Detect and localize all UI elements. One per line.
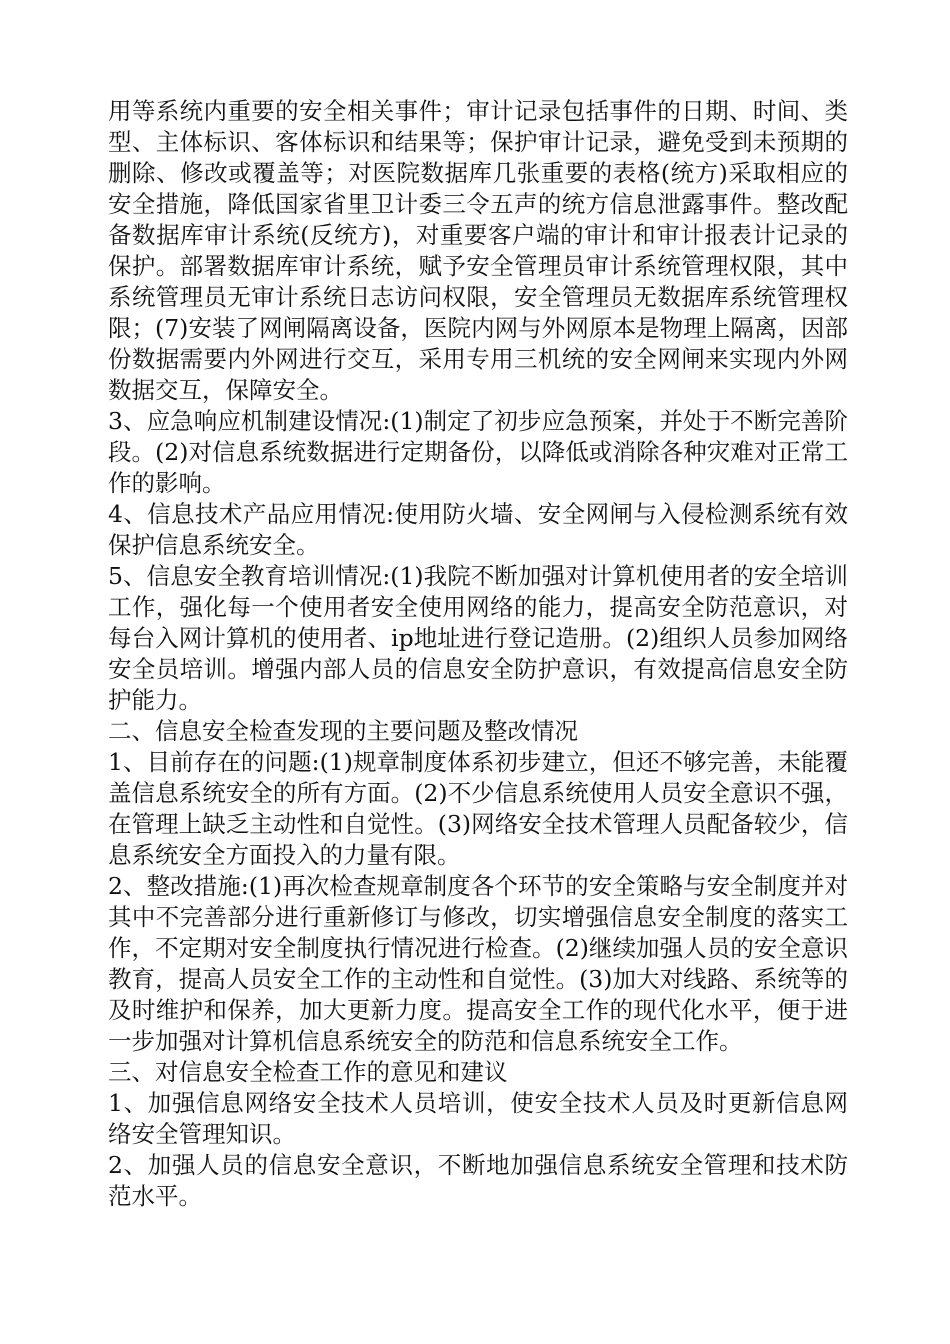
paragraph-rectification: 2、整改措施:(1)再次检查规章制度各个环节的安全策略与安全制度并对其中不完善部分进行重新修订与修改，切实增强信息安全制度的落实工作，不定期对安全制度执行情况进行检查。(2)继续加强人员的安全意识教育，提高人员安全工作的主动性和自觉性。(3)加大对线路、系统等的及时维护和保养，加大更新力度。提高安全工作的现代化水平，便于进一步加强对计算机信息系统安全的防范和信息系统安全工作。 xyxy=(108,872,848,1055)
paragraph-audit-measures: 用等系统内重要的安全相关事件；审计记录包括事件的日期、时间、类型、主体标识、客体标识和结果等；保护审计记录，避免受到未预期的删除、修改或覆盖等；对医院数据库几张重要的表格(统方)采取相应的安全措施，降低国家省里卫计委三令五声的统方信息泄露事件。整改配备数据库审计系统(反统方)，对重要客户端的审计和审计报表计记录的保护。部署数据库审计系统，赋予安全管理员审计系统管理权限，其中系统管理员无审计系统日志访问权限，安全管理员无数据库系统管理权限；(7)安装了网闸隔离设备，医院内网与外网原本是物理上隔离，因部份数据需要内外网进行交互，采用专用三机统的安全网闸来实现内外网数据交互，保障安全。 xyxy=(108,97,848,404)
paragraph-tech-products: 4、信息技术产品应用情况:使用防火墙、安全网闸与入侵检测系统有效保护信息系统安全。 xyxy=(108,500,848,559)
paragraph-suggestion-awareness: 2、加强人员的信息安全意识，不断地加强信息系统安全管理和技术防范水平。 xyxy=(108,1151,848,1210)
section-heading-suggestions: 三、对信息安全检查工作的意见和建议 xyxy=(108,1058,508,1086)
paragraph-suggestion-training: 1、加强信息网络安全技术人员培训，使安全技术人员及时更新信息网络安全管理知识。 xyxy=(108,1089,848,1148)
document-body xyxy=(108,96,848,1212)
paragraph-existing-problems: 1、目前存在的问题:(1)规章制度体系初步建立，但还不够完善，未能覆盖信息系统安全的所有方面。(2)不少信息系统使用人员安全意识不强，在管理上缺乏主动性和自觉性。(3)网络安全技术管理人员配备较少，信息系统安全方面投入的力量有限。 xyxy=(108,748,848,869)
paragraph-emergency-response: 3、应急响应机制建设情况:(1)制定了初步应急预案，并处于不断完善阶段。(2)对信息系统数据进行定期备份，以降低或消除各种灾难对正常工作的影响。 xyxy=(108,407,848,497)
paragraph-security-training: 5、信息安全教育培训情况:(1)我院不断加强对计算机使用者的安全培训工作，强化每一个使用者安全使用网络的能力，提高安全防范意识，对每台入网计算机的使用者、ip地址进行登记造册。(2)组织人员参加网络安全员培训。增强内部人员的信息安全防护意识，有效提高信息安全防护能力。 xyxy=(108,562,848,714)
section-heading-problems: 二、信息安全检查发现的主要问题及整改情况 xyxy=(108,717,578,745)
